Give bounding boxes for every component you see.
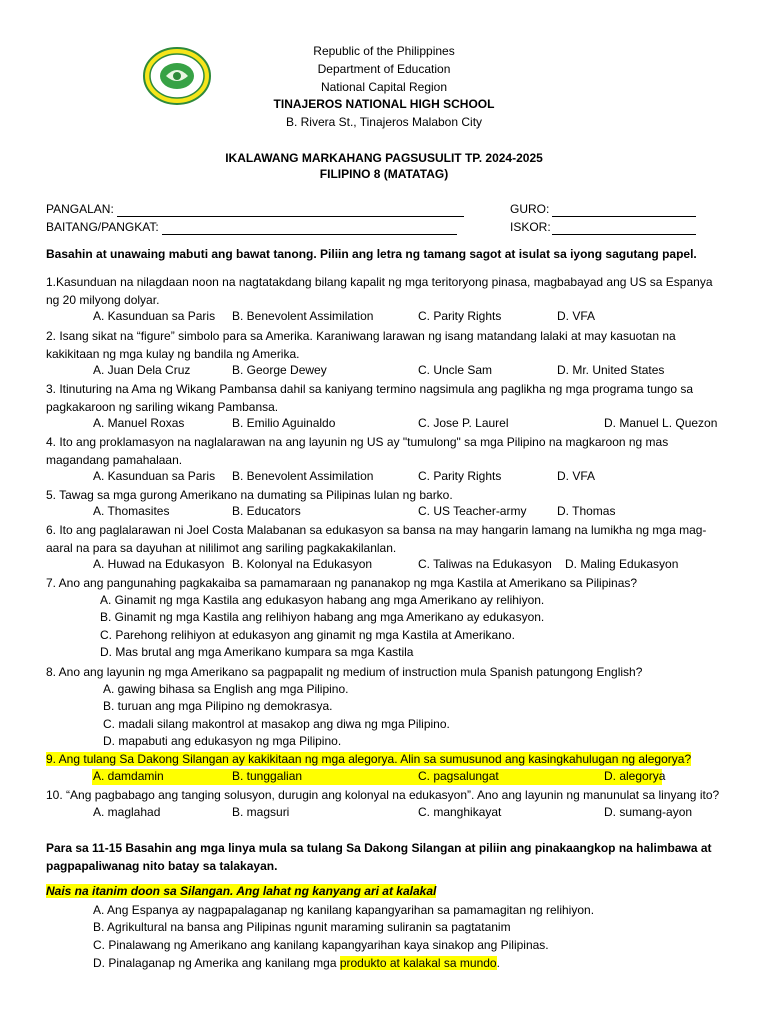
- q3-option-c: C. Jose P. Laurel: [418, 416, 509, 430]
- q1-option-d: D. VFA: [557, 309, 596, 323]
- question-5: 5. Tawag sa mga gurong Amerikano na dumating sa Pilipinas lulan ng barko.: [46, 488, 453, 502]
- q9-option-a: A. damdamin: [93, 769, 164, 783]
- q5-option-d: D. Thomas: [557, 504, 616, 518]
- republic-text: Republic of the Philippines: [313, 44, 455, 58]
- q2-option-a: A. Juan Dela Cruz: [93, 363, 191, 377]
- name-field[interactable]: [117, 216, 464, 217]
- s2-option-d-suffix: .: [496, 956, 500, 970]
- s2-option-b: B. Agrikultural na bansa ang Pilipinas ngunit maraming suliranin sa pagtatanim: [93, 920, 511, 934]
- q5-option-a: A. Thomasites: [93, 504, 170, 518]
- s2-option-d: [93, 956, 500, 970]
- section2-instructions: Para sa 11-15 Basahin ang mga linya mula sa tulang Sa Dakong Silangan at piliin ang pinakaangkop na halimbawa at pagpapaliwanag nito batay sa talakayan.: [46, 841, 712, 873]
- exam-title: IKALAWANG MARKAHANG PAGSUSULIT TP. 2024-2025: [225, 151, 543, 165]
- s2-option-a: A. Ang Espanya ay nagpapalaganap ng kanilang kapangyarihan sa pamamagitan ng relihiyon.: [93, 903, 595, 917]
- question-8: 8. Ano ang layunin ng mga Amerikano sa pagpapalit ng medium of instruction mula Spanish patungong English?: [46, 665, 643, 679]
- name-label: PANGALAN:: [46, 202, 114, 216]
- q8-option-d: D. mapabuti ang edukasyon ng mga Pilipino.: [103, 734, 342, 748]
- q5-option-b: B. Educators: [232, 504, 301, 518]
- poem-line: Nais na itanim doon sa Silangan. Ang lahat ng kanyang ari at kalakal: [46, 884, 437, 898]
- question-3: 3. Itinuturing na Ama ng Wikang Pambansa dahil sa kaniyang termino nagsimula ang paglikha ng mga programa tungo sa pagkakaroon ng sariling wikang Pambansa.: [46, 382, 694, 414]
- q9-options-highlight: [92, 769, 662, 785]
- q1-option-c: C. Parity Rights: [418, 309, 502, 323]
- question-6: 6. Ito ang paglalarawan ni Joel Costa Malabanan sa edukasyon sa bansa na may hangarin lamang na lumikha ng mga mag-aaral na para sa dayuhan at nililimot ang sariling pagkakakilanlan.: [46, 523, 707, 555]
- grade-label: BAITANG/PANGKAT:: [46, 220, 159, 234]
- q8-option-b: B. turuan ang mga Pilipino ng demokrasya.: [103, 699, 333, 713]
- s2-option-c: C. Pinalawang ng Amerikano ang kanilang kapangyarihan kaya sinakop ang Pilipinas.: [93, 938, 549, 952]
- q4-option-c: C. Parity Rights: [418, 469, 502, 483]
- score-label: ISKOR:: [510, 220, 551, 234]
- q7-option-c: C. Parehong relihiyon at edukasyon ang ginamit ng mga Kastila at Amerikano.: [100, 628, 515, 642]
- question-10: 10. “Ang pagbabago ang tanging solusyon, durugin ang kolonyal na edukasyon”. Ano ang layunin ng manunulat sa linyang ito?: [46, 788, 720, 802]
- q3-option-b: B. Emilio Aguinaldo: [232, 416, 336, 430]
- q7-option-d: D. Mas brutal ang mga Amerikano kumpara sa mga Kastila: [100, 645, 414, 659]
- school-address: B. Rivera St., Tinajeros Malabon City: [285, 115, 483, 129]
- q7-option-a: A. Ginamit ng mga Kastila ang edukasyon habang ang mga Amerikano ay relihiyon.: [100, 593, 545, 607]
- q4-option-a: A. Kasunduan sa Paris: [93, 469, 216, 483]
- school-name: TINAJEROS NATIONAL HIGH SCHOOL: [273, 97, 495, 111]
- s2-option-d-prefix: D. Pinalaganap ng Amerika ang kanilang mga: [93, 956, 340, 970]
- q10-option-c: C. manghikayat: [418, 805, 502, 819]
- q2-option-d: D. Mr. United States: [557, 363, 665, 377]
- grade-field[interactable]: [162, 234, 457, 235]
- question-2: 2. Isang sikat na “figure” simbolo para sa Amerika. Karaniwang larawan ng isang matandang lalaki at may kasuotan na kakikitaan ng mga kulay ng bandila ng Amerika.: [46, 329, 676, 361]
- department-text: Department of Education: [317, 62, 451, 76]
- q10-option-b: B. magsuri: [232, 805, 290, 819]
- exam-subject: FILIPINO 8 (MATATAG): [319, 167, 449, 181]
- q9-option-c: C. pagsalungat: [418, 769, 499, 783]
- question-9: 9. Ang tulang Sa Dakong Silangan ay kakikitaan ng mga alegorya. Alin sa sumusunod ang kasingkahulugan ng alegorya?: [46, 752, 692, 766]
- q6-option-c: C. Taliwas na Edukasyon: [418, 557, 552, 571]
- q7-option-b: B. Ginamit ng mga Kastila ang relihiyon habang ang mga Amerikano ay edukasyon.: [100, 610, 545, 624]
- q10-option-d: D. sumang-ayon: [604, 805, 693, 819]
- q9-option-d: D. alegorya: [604, 769, 666, 783]
- q1-option-b: B. Benevolent Assimilation: [232, 309, 374, 323]
- teacher-label: GURO:: [510, 202, 550, 216]
- q9-option-b: B. tunggalian: [232, 769, 303, 783]
- q8-option-c: C. madali silang makontrol at masakop ang diwa ng mga Pilipino.: [103, 717, 450, 731]
- q4-option-d: D. VFA: [557, 469, 596, 483]
- q6-option-b: B. Kolonyal na Edukasyon: [232, 557, 373, 571]
- q10-option-a: A. maglahad: [93, 805, 161, 819]
- q6-option-d: D. Maling Edukasyon: [565, 557, 679, 571]
- question-1: 1.Kasunduan na nilagdaan noon na nagtatakdang bilang kapalit ng mga teritoryong pinasa, magbabayad ang US sa Espanya ng 20 milyong dolyar.: [46, 275, 713, 307]
- q3-option-a: A. Manuel Roxas: [93, 416, 185, 430]
- region-text: National Capital Region: [320, 80, 448, 94]
- q1-option-a: A. Kasunduan sa Paris: [93, 309, 216, 323]
- instructions: Basahin at unawaing mabuti ang bawat tanong. Piliin ang letra ng tamang sagot at isulat sa iyong sagutang papel.: [46, 247, 697, 261]
- q6-option-a: A. Huwad na Edukasyon: [93, 557, 225, 571]
- q8-option-a: A. gawing bihasa sa English ang mga Pilipino.: [103, 682, 349, 696]
- q2-option-b: B. George Dewey: [232, 363, 327, 377]
- q5-option-c: C. US Teacher-army: [418, 504, 527, 518]
- score-field[interactable]: [552, 234, 696, 235]
- q3-option-d: D. Manuel L. Quezon: [604, 416, 718, 430]
- question-7: 7. Ano ang pangunahing pagkakaiba sa pamamaraan ng pananakop ng mga Kastila at Amerikano sa Pilipinas?: [46, 576, 638, 590]
- question-4: 4. Ito ang proklamasyon na naglalarawan na ang layunin ng US ay "tumulong" sa mga Pilipino na magkaroon ng mas magandang pamahalaan.: [46, 435, 669, 467]
- q4-option-b: B. Benevolent Assimilation: [232, 469, 374, 483]
- q2-option-c: C. Uncle Sam: [418, 363, 493, 377]
- s2-option-d-highlight: produkto at kalakal sa mundo: [339, 956, 497, 970]
- teacher-field[interactable]: [552, 216, 696, 217]
